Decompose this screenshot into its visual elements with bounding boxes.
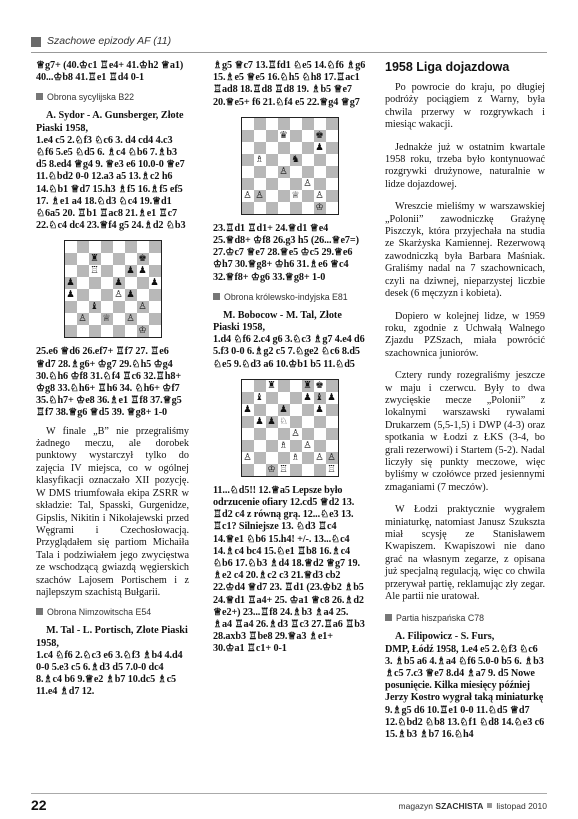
board-square	[113, 241, 125, 253]
running-title: Szachowe epizody AF (11)	[47, 35, 172, 47]
board-square	[278, 190, 290, 202]
board-square: ♕	[291, 189, 300, 201]
running-header	[31, 35, 551, 51]
board-square	[266, 154, 278, 166]
board-square	[242, 130, 254, 142]
board-square	[326, 440, 338, 452]
board-square	[242, 440, 254, 452]
board-square	[314, 178, 326, 190]
board-square	[137, 289, 149, 301]
board-square	[77, 289, 89, 301]
bullet-square-icon	[36, 93, 43, 100]
board-square	[302, 416, 314, 428]
board-square	[314, 464, 326, 476]
game-moves: 1.e4 c5 2.♘f3 ♘c6 3. d4 cd4 4.c3 ♘f6 5.e5 ♘d5 6. ♗c4 ♘b6 7.♗b3 d5 8.ed4 ♕g4 9. ♕e3 e6 10.0-0 ♕e7 11.♘bd2 0-0 12.a3 a5 13.♗c2 h6 14.♘b1 ♕d7 15.h3 ♗f5 16.♗f5 ef5 17. ♗e1 a4 18.♘d3 ♘c4 19.♕d1 ♘6a5 20. ♖b1 ♖ac8 21.♗e1 ♖c7 22.♘c4 dc4 23.♕f4 g5 24.♗d2 ♘b3	[36, 134, 186, 232]
board-square: ♞	[291, 153, 300, 165]
game-header: M. Bobocow - M. Tal, Złote Piaski 1958,	[213, 309, 342, 334]
board-square: ♟	[66, 277, 75, 289]
board-square	[326, 404, 338, 416]
board-square	[101, 325, 113, 337]
board-square: ♟	[126, 265, 135, 277]
board-square	[290, 130, 302, 142]
paragraph: Cztery rundy rozegraliśmy jeszcze w maju i czerwcu. Były to dwa zwycięskie mecze „Polonii” z lokalnymi warszawski rywalami Drukarzem (5,5-1,5) i DWP (4-3) oraz spotkania w Łodzi z ŁKS (3-4, bo grali rezerwowi) i Startem (5-2). Nadal liczyły się punkty meczowe, więc byliśmy w czołówce przed jesiennymi zmaganiami (7 meczów).	[385, 370, 545, 493]
board-square	[302, 118, 314, 130]
board-square	[113, 313, 125, 325]
board-square	[278, 392, 290, 404]
board-square	[290, 440, 302, 452]
board-square: ♙	[303, 177, 312, 189]
board-square: ♟	[315, 403, 324, 415]
board-square	[125, 253, 137, 265]
board-square	[125, 277, 137, 289]
board-square	[77, 325, 89, 337]
column-1	[36, 60, 189, 699]
board-square: ♗	[279, 439, 288, 451]
board-square	[302, 464, 314, 476]
game-moves: 11...♘d5!! 12.♕a5 Lepsze było odrzucenie ofiary 12.cd5 ♕d2 13. ♖d2 c4 z równą grą. 12...♘e3 13. ♖c1? Silniejsze 13. ♘d3 ♖c4 14.♕e1 ♘b6 15.h4! +/-. 13...♘c4 14.♗c4 bc4 15.♘e1 ♖b8 16.♗c4 ♘b6 17.♘b3 ♗d4 18.♕d2 ♕g7 19. ♗e2 c4 20.♗c2 c3 21.♕d3 cb2 22.♔d4 ♕d7 23. ♖d1 (23.♔b2 ♗b5 24.♕d1 ♖a4+ 25. ♔a1 ♕c8 26.♗d2 ♕e2+) 23...♖f8 24.♗b3 ♗a4 25. ♗a4 ♖a4 26.♗d3 ♖c3 27.♖a6 ♖b3 28.axb3 ♖be8 29.♕a3 ♗e1+ 30.♔a1 ♖c1+ 0-1	[213, 484, 365, 655]
board-square: ♖	[90, 265, 99, 277]
board-square	[326, 202, 338, 214]
board-square: ♚	[138, 253, 147, 265]
board-square	[290, 166, 302, 178]
board-square	[302, 190, 314, 202]
board-square	[77, 277, 89, 289]
board-square	[101, 301, 113, 313]
board-square	[242, 464, 254, 476]
board-square	[101, 265, 113, 277]
board-square	[326, 428, 338, 440]
chess-diagram	[241, 117, 339, 215]
board-square	[278, 178, 290, 190]
paragraph: Po powrocie do kraju, po długiej podróży pociągiem z Warny, była chwila przerwy w rozgrywkach i miesiąc wakacji.	[385, 82, 545, 131]
header-rule	[31, 52, 547, 53]
board-square	[149, 313, 161, 325]
board-square	[290, 202, 302, 214]
bullet-square-icon	[36, 608, 43, 615]
board-square: ♔	[267, 463, 276, 475]
board-square: ♜	[303, 379, 312, 391]
board-square: ♔	[138, 325, 147, 337]
board-square	[77, 241, 89, 253]
board-square	[290, 416, 302, 428]
board-square	[278, 142, 290, 154]
board-square	[101, 277, 113, 289]
game-moves: ♕g7+ (40.♔c1 ♖e4+ 41.♔h2 ♕a1) 40...♔b8 41.♖e1 ♖d4 0-1	[36, 60, 184, 84]
board-square: ♟	[327, 391, 336, 403]
board-square	[326, 380, 338, 392]
board-square	[326, 166, 338, 178]
board-square	[125, 241, 137, 253]
board-square	[89, 313, 101, 325]
board-square	[89, 325, 101, 337]
board-square: ♙	[243, 189, 252, 201]
board-square	[278, 380, 290, 392]
game-moves: 25.e6 ♕d6 26.ef7+ ♖f7 27. ♖e6 ♕d7 28.♗g6+ ♔g7 29.♘h5 ♔g4 30.♘h6 ♔f8 31.♘f4 ♖c6 32.♖h8+ ♔g8 33.♘h6+ ♖h6 34. ♘h6+ ♔f7 35.♘h7+ ♔e8 36.♗e1 ♖f8 37.♕g5 ♖f7 38.♕g6 ♕d5 39. ♕g8+ 1-0	[36, 346, 182, 419]
board-square	[290, 392, 302, 404]
board-square	[242, 202, 254, 214]
board-square	[278, 202, 290, 214]
board-square	[314, 118, 326, 130]
game-moves: ♗g5 ♕c7 13.♖fd1 ♘e5 14.♘f6 ♗g6 15.♗e5 ♕e5 16.♘h5 ♘h8 17.♖ac1 ♖ad8 18.♖d8 ♖d8 19. ♗b5 ♕e7 20.♕e5+ f6 21.♘f4 e5 22.♕g4 ♕g7	[213, 60, 366, 108]
board-square	[314, 166, 326, 178]
board-square	[326, 178, 338, 190]
board-square	[89, 289, 101, 301]
board-square	[290, 178, 302, 190]
column-2	[213, 60, 366, 656]
board-square	[266, 392, 278, 404]
board-square	[149, 325, 161, 337]
paragraph: Wreszcie mieliśmy w warszawskiej „Polonii” zawodniczkę Grażynę Piszczyk, która przyjechała na studia ze Skarżyska Kamiennej. Rezerwową zawodniczką była Barbara Maśniak. Graliśmy nadal na 7 szachownicach, czyli na dziwnej, nieparzystej liczbie desek (6 męczyzn i kobieta).	[385, 201, 545, 300]
board-square	[101, 253, 113, 265]
board-square	[326, 416, 338, 428]
board-square	[266, 178, 278, 190]
board-square	[302, 154, 314, 166]
paragraph: Jednakże już w ostatnim kwartale 1958 roku, trzeba było kontynuować rozgrywki drużynowe, naturalnie w lidze dojazdowej.	[385, 141, 545, 190]
board-square	[290, 404, 302, 416]
board-square	[302, 404, 314, 416]
board-square	[290, 380, 302, 392]
board-square	[254, 440, 266, 452]
board-square	[242, 118, 254, 130]
board-square	[242, 166, 254, 178]
board-square: ♙	[303, 439, 312, 451]
board-square	[65, 325, 77, 337]
board-square	[302, 130, 314, 142]
board-square: ♙	[243, 451, 252, 463]
game-moves: DMP, Łódź 1958, 1.e4 e5 2.♘f3 ♘c6 3. ♗b5 a6 4.♗a4 ♘f6 5.0-0 b5 6. ♗b3 ♗c5 7.c3 ♕e7 8.d4 ♗a7 9. d5 Nowe posunięcie. Kilka miesięcy później Jerzy Kostro wygrał taką miniaturkę 9.♗g5 d6 10.♖e1 0-0 11.♘d5 ♕d7 12.♘bd2 ♘b8 13.♘f1 ♘d8 14.♘e3 c6 15.♗b3 ♗b7 16.♘h4	[385, 643, 545, 741]
board-square: ♕	[102, 313, 111, 325]
board-square: ♙	[126, 313, 135, 325]
board-square: ♙	[114, 289, 123, 301]
board-square: ♟	[303, 391, 312, 403]
board-square	[266, 190, 278, 202]
chess-diagram	[241, 379, 339, 477]
board-square	[326, 118, 338, 130]
board-square: ♝	[255, 391, 264, 403]
board-square	[137, 313, 149, 325]
board-square: ♘	[279, 415, 288, 427]
board-square: ♟	[243, 403, 252, 415]
paragraph: W Łodzi praktycznie wygrałem miniaturkę, natomiast Janusz Szukszta miał scysję ze Stanisławem Kwapiszem. Kwapiszowi nie dano grać na własnym zegarze, z opisana już specjalną regulacją, więc co chwila przerywał partię, reklamując zły zegar. Ale partii nie uratował.	[385, 504, 545, 603]
board-square	[149, 241, 161, 253]
board-square	[113, 253, 125, 265]
game-header: M. Tal - L. Portisch, Złote Piaski 1958,	[36, 625, 188, 649]
board-square	[242, 154, 254, 166]
board-square	[89, 241, 101, 253]
board-square	[278, 154, 290, 166]
game-header: A. Sydor - A. Gunsberger, Złote Piaski 1958,	[36, 110, 184, 134]
board-square	[137, 241, 149, 253]
board-square	[101, 289, 113, 301]
board-square: ♟	[315, 141, 324, 153]
board-square: ♖	[327, 463, 336, 475]
board-square	[113, 301, 125, 313]
board-square: ♟	[150, 277, 159, 289]
board-square	[113, 265, 125, 277]
board-square	[314, 440, 326, 452]
board-square	[149, 289, 161, 301]
board-square: ♚	[315, 129, 324, 141]
board-square	[314, 428, 326, 440]
board-square	[266, 428, 278, 440]
board-square: ♟	[66, 289, 75, 301]
board-square: ♗	[255, 153, 264, 165]
footer-separator-icon	[487, 803, 492, 808]
board-square	[149, 301, 161, 313]
board-square	[254, 166, 266, 178]
board-square	[77, 265, 89, 277]
board-square: ♖	[279, 463, 288, 475]
board-square	[242, 142, 254, 154]
board-square	[266, 404, 278, 416]
board-square: ♙	[255, 189, 264, 201]
board-square	[314, 416, 326, 428]
board-square	[65, 301, 77, 313]
board-square	[326, 190, 338, 202]
board-square	[89, 277, 101, 289]
section-title: 1958 Liga dojazdowa	[385, 60, 510, 74]
board-square	[65, 313, 77, 325]
board-square	[278, 452, 290, 464]
board-square: ♙	[279, 165, 288, 177]
board-square	[254, 202, 266, 214]
board-square: ♙	[78, 313, 87, 325]
board-square	[254, 404, 266, 416]
board-square	[149, 265, 161, 277]
board-square: ♙	[327, 451, 336, 463]
board-square	[266, 118, 278, 130]
board-square	[302, 142, 314, 154]
footer: magazyn SZACHISTA listopad 2010	[398, 801, 547, 811]
board-square	[242, 416, 254, 428]
board-square	[290, 464, 302, 476]
board-square: ♙	[138, 301, 147, 313]
board-square: ♚	[315, 379, 324, 391]
board-square	[65, 265, 77, 277]
board-square	[266, 452, 278, 464]
board-square: ♟	[255, 415, 264, 427]
board-square	[65, 241, 77, 253]
board-square: ♛	[279, 129, 288, 141]
board-square	[254, 428, 266, 440]
opening-label: Obrona sycylijska B22	[36, 90, 189, 104]
board-square	[254, 178, 266, 190]
board-square	[242, 380, 254, 392]
board-square	[254, 130, 266, 142]
opening-label: Obrona Nimzowitscha E54	[36, 605, 189, 619]
board-square	[254, 464, 266, 476]
board-square	[101, 241, 113, 253]
board-square	[278, 118, 290, 130]
board-square	[302, 166, 314, 178]
chess-diagram	[64, 240, 162, 338]
board-square	[242, 428, 254, 440]
board-square: ♙	[315, 189, 324, 201]
board-square: ♜	[267, 379, 276, 391]
board-square: ♟	[114, 277, 123, 289]
board-square	[326, 154, 338, 166]
board-square	[266, 166, 278, 178]
opening-label: Obrona królewsko-indyjska E81	[213, 290, 366, 304]
board-square: ♝	[90, 301, 99, 313]
board-square	[266, 142, 278, 154]
board-square	[242, 178, 254, 190]
board-square	[254, 380, 266, 392]
game-moves: 23.♖d1 ♖d1+ 24.♕d1 ♕e4 25.♕d8+ ♔f8 26.g3 h5 (26...♕e7=) 27.♔c7 ♕e7 28.♕e5 ♔c5 29.♕e6 ♔h7 30.♕g8+ ♔h6 31.♗e6 ♕c4 32.♕f8+ ♔g6 33.♕g8+ 1-0	[213, 222, 359, 283]
board-square	[125, 301, 137, 313]
board-square	[266, 130, 278, 142]
board-square	[290, 142, 302, 154]
board-square	[254, 142, 266, 154]
page-number: 22	[31, 797, 47, 813]
board-square	[278, 428, 290, 440]
game-moves: 1.d4 ♘f6 2.c4 g6 3.♘c3 ♗g7 4.e4 d6 5.f3 0-0 6.♗g2 c5 7.♘ge2 ♘c6 8.d5 ♘e5 9.♘d3 a6 10.♔b1 b5 11.♘d5	[213, 334, 365, 370]
board-square: ♜	[90, 253, 99, 265]
game-moves: 1.c4 ♘f6 2.♘c3 e6 3.♘f3 ♗b4 4.d4 0-0 5.e3 c5 6.♗d3 d5 7.0-0 dc4 8.♗c4 b6 9.♕e2 ♗b7 10.dc5 ♗c5 11.e4 ♗d7 12.	[36, 649, 183, 698]
board-square: ♟	[126, 289, 135, 301]
board-square	[302, 452, 314, 464]
board-square	[302, 202, 314, 214]
board-square	[254, 452, 266, 464]
opening-label: Partia hiszpańska C78	[385, 611, 545, 625]
board-square	[77, 301, 89, 313]
board-square	[254, 118, 266, 130]
bullet-square-icon	[385, 614, 392, 621]
board-square	[77, 253, 89, 265]
board-square	[290, 118, 302, 130]
footer-rule	[31, 793, 547, 794]
board-square: ♟	[138, 265, 147, 277]
board-square	[326, 142, 338, 154]
board-square	[302, 428, 314, 440]
board-square	[65, 253, 77, 265]
board-square: ♟	[267, 415, 276, 427]
board-square	[314, 154, 326, 166]
board-square: ♔	[315, 201, 324, 213]
board-square: ♝	[315, 391, 324, 403]
column-3	[385, 60, 545, 741]
board-square	[137, 277, 149, 289]
paragraph: W finale „B” nie przegraliśmy żadnego meczu, ale dorobek punktowy wystarczył tylko do zajęcia IV miejsca, co w ogólnej klasyfikacji oznaczało XII pozycję. W DMS triumfowała ekipa ZSRR w składzie: Tal, Spasski, Gurgenidze, Gipslis, Nikitin i Nikołajewski przed Węgrami i Czechosłowacją. Przyglądałem się partiom Michaiła Tala i podziwiałem jego zwycięstwa ze wschodzącą gwiazdą węgierskich szachów Lajosem Portischem i z najlepszym szachistą Bułgarii.	[36, 425, 189, 598]
header-square-icon	[31, 37, 41, 47]
board-square	[242, 392, 254, 404]
board-square	[125, 325, 137, 337]
board-square: ♙	[315, 451, 324, 463]
board-square	[266, 202, 278, 214]
board-square: ♗	[291, 451, 300, 463]
board-square	[149, 253, 161, 265]
board-square	[326, 130, 338, 142]
bullet-square-icon	[213, 293, 220, 300]
game-header: A. Filipowicz - S. Furs,	[395, 631, 495, 643]
board-square	[266, 440, 278, 452]
paragraph: Dopiero w kolejnej lidze, w 1959 roku, zgodnie z Uchwałą Walnego Zjazdu PZSzach, miała powrócić szachownica juniorów.	[385, 310, 545, 359]
board-square: ♙	[291, 427, 300, 439]
board-square: ♟	[279, 403, 288, 415]
board-square	[113, 325, 125, 337]
